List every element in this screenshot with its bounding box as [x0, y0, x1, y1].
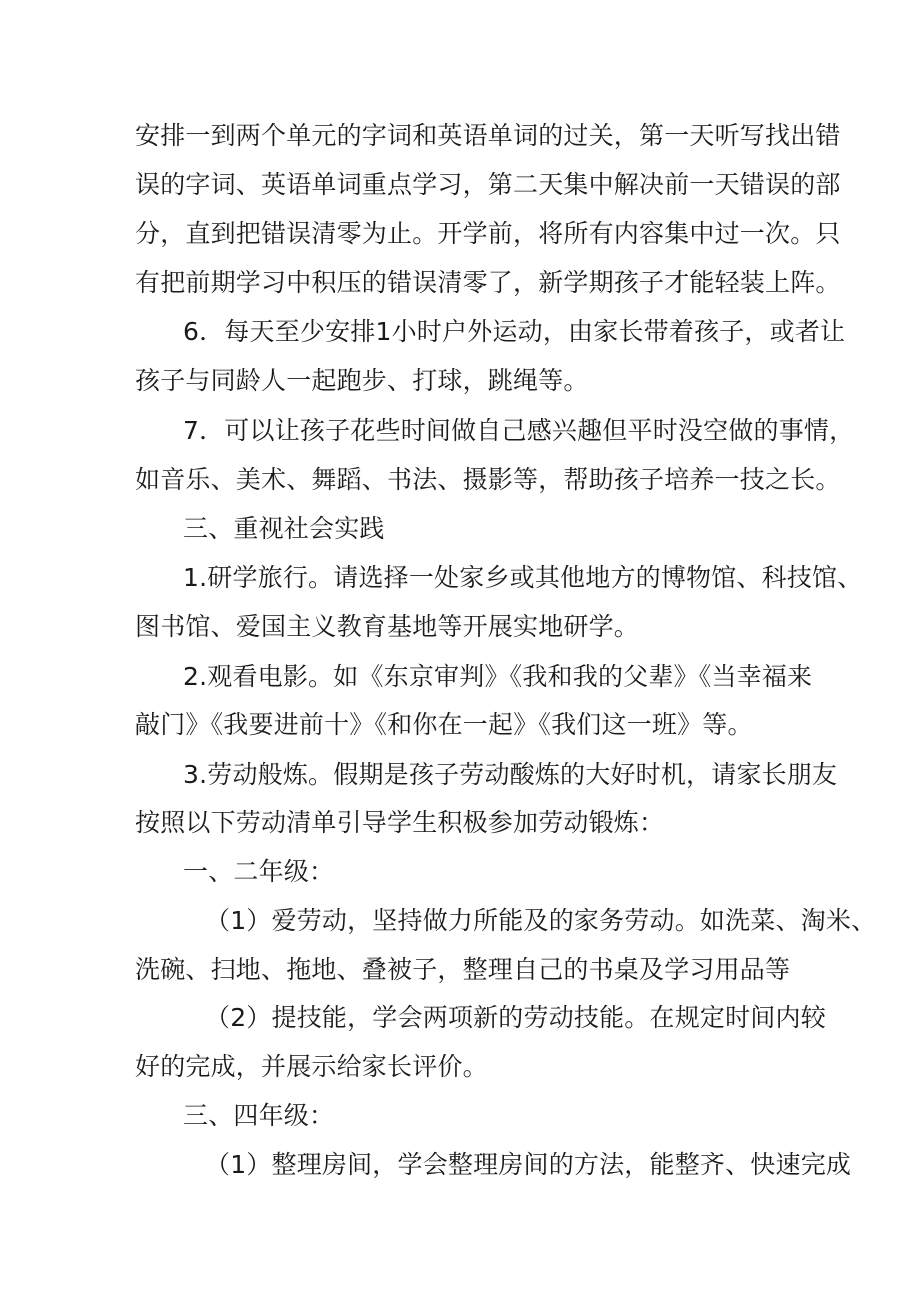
paragraph-line: 有把前期学习中积压的错误清零了，新学期孩子才能轻装上阵。: [135, 268, 841, 297]
list-item-2: 2.观看电影。如《东京审判》《我和我的父辈》《当幸福来: [183, 662, 813, 691]
list-item-7: 7．可以让孩子花些时间做自己感兴趣但平时没空做的事情，: [183, 416, 855, 445]
sub-item-1: （1）整理房间，学会整理房间的方法，能整齐、快速完成: [205, 1150, 852, 1179]
list-item-1: 1.研学旅行。请选择一处家乡或其他地方的博物馆、科技馆、: [183, 563, 863, 592]
paragraph-line: 好的完成，并展示给家长评价。: [135, 1052, 488, 1081]
sub-item-1: （1）爱劳动，坚持做力所能及的家务劳动。如洗菜、淘米、: [205, 906, 877, 935]
paragraph-line: 孩子与同龄人一起跑步、打球，跳绳等。: [135, 366, 589, 395]
list-item-3: 3.劳动般炼。假期是孩子劳动酸炼的大好时机，请家长朋友: [183, 760, 838, 789]
paragraph-line: 按照以下劳动清单引导学生积极参加劳动锻炼：: [135, 808, 665, 837]
paragraph-line: 误的字词、英语单词重点学习，第二天集中解决前一天错误的部: [135, 170, 841, 199]
paragraph-line: 分，直到把错误清零为止。开学前，将所有内容集中过一次。只: [135, 219, 841, 248]
paragraph-line: 如音乐、美术、舞蹈、书法、摄影等，帮助孩子培养一技之长。: [135, 465, 841, 494]
paragraph-line: 图书馆、爱国主义教育基地等开展实地研学。: [135, 612, 640, 641]
sub-item-2: （2）提技能，学会两项新的劳动技能。在规定时间内较: [205, 1003, 826, 1032]
section-heading: 三、重视社会实践: [183, 514, 385, 543]
paragraph-line: 洗碗、扫地、拖地、叠被子，整理自己的书桌及学习用品等: [135, 955, 791, 984]
subheading-grade-3-4: 三、四年级：: [183, 1101, 335, 1130]
list-item-6: 6．每天至少安排1小时户外运动，由家长带着孩子，或者让: [183, 317, 846, 346]
paragraph-line: 安排一到两个单元的字词和英语单词的过关，第一天听写找出错: [135, 121, 841, 150]
paragraph-line: 敲门》《我要进前十》《和你在一起》《我们这一班》等。: [135, 710, 753, 739]
subheading-grade-1-2: 一、二年级：: [183, 857, 335, 886]
